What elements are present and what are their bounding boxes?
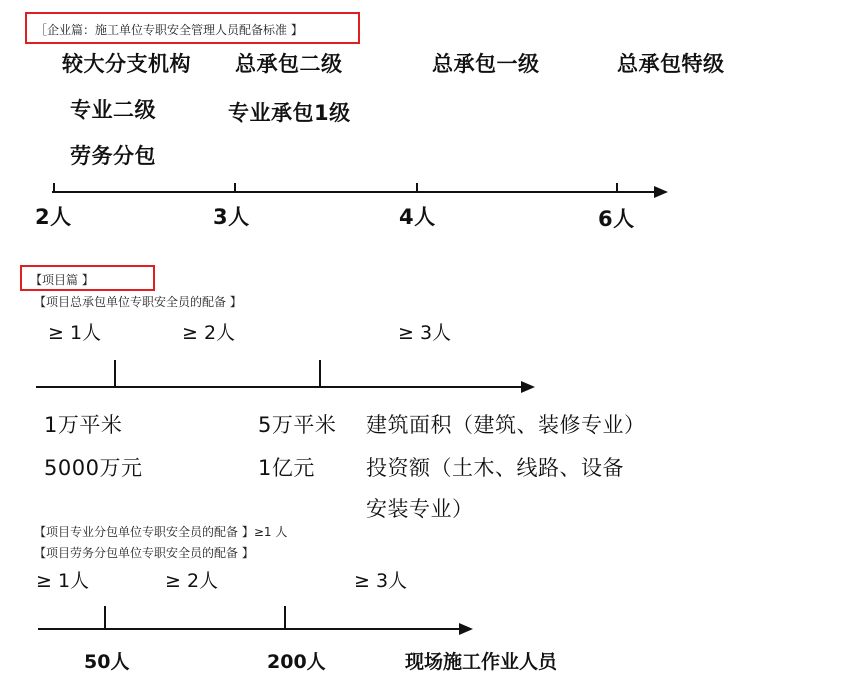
labor-tick-label: 50人: [84, 651, 130, 673]
enterprise-tick-label: 3人: [213, 205, 250, 229]
general-contractor-axis: [36, 360, 535, 393]
category-specialty-level1: 专业承包1级: [228, 101, 351, 125]
area-threshold-label: 1万平米: [44, 413, 123, 437]
labor-staff-label: ≥ 1人: [36, 570, 90, 592]
category-general-special: 总承包特级: [617, 52, 725, 76]
general-staff-label: ≥ 2人: [182, 322, 236, 344]
criteria-description: 投资额（土木、线路、设备: [366, 456, 624, 480]
enterprise-axis: [52, 183, 668, 198]
criteria-description: 安装专业）: [366, 497, 474, 521]
general-staff-label: ≥ 3人: [398, 322, 452, 344]
labor-subcontract-title: 【项目劳务分包单位专职安全员的配备 】: [34, 546, 254, 560]
criteria-description: 建筑面积（建筑、装修专业）: [366, 413, 646, 437]
general-contractor-title: 【项目总承包单位专职安全员的配备 】: [34, 295, 242, 309]
enterprise-tick-label: 4人: [399, 205, 436, 229]
category-specialty-level2: 专业二级: [70, 98, 156, 122]
category-general-level2: 总承包二级: [235, 52, 343, 76]
enterprise-tick-label: 6人: [598, 207, 635, 231]
category-large-branch: 较大分支机构: [62, 52, 191, 76]
project-section-title: 【项目篇 】: [30, 273, 94, 287]
labor-tick-label: 200人: [267, 651, 326, 673]
category-general-level1: 总承包一级: [432, 52, 540, 76]
category-labor-subcontract: 劳务分包: [70, 144, 156, 168]
enterprise-section-title: ［企业篇：施工单位专职安全管理人员配备标准 】: [35, 23, 303, 37]
specialty-subcontract-title: 【项目专业分包单位专职安全员的配备 】≥1 人: [34, 525, 288, 539]
general-staff-label: ≥ 1人: [48, 322, 102, 344]
labor-staff-label: ≥ 2人: [165, 570, 219, 592]
area-threshold-label: 5万平米: [258, 413, 337, 437]
amount-threshold-label: 5000万元: [44, 456, 143, 480]
labor-axis-label: 现场施工作业人员: [405, 651, 558, 673]
labor-staff-label: ≥ 3人: [354, 570, 408, 592]
amount-threshold-label: 1亿元: [258, 456, 315, 480]
enterprise-tick-label: 2人: [35, 205, 72, 229]
labor-subcontract-axis: [38, 606, 473, 635]
